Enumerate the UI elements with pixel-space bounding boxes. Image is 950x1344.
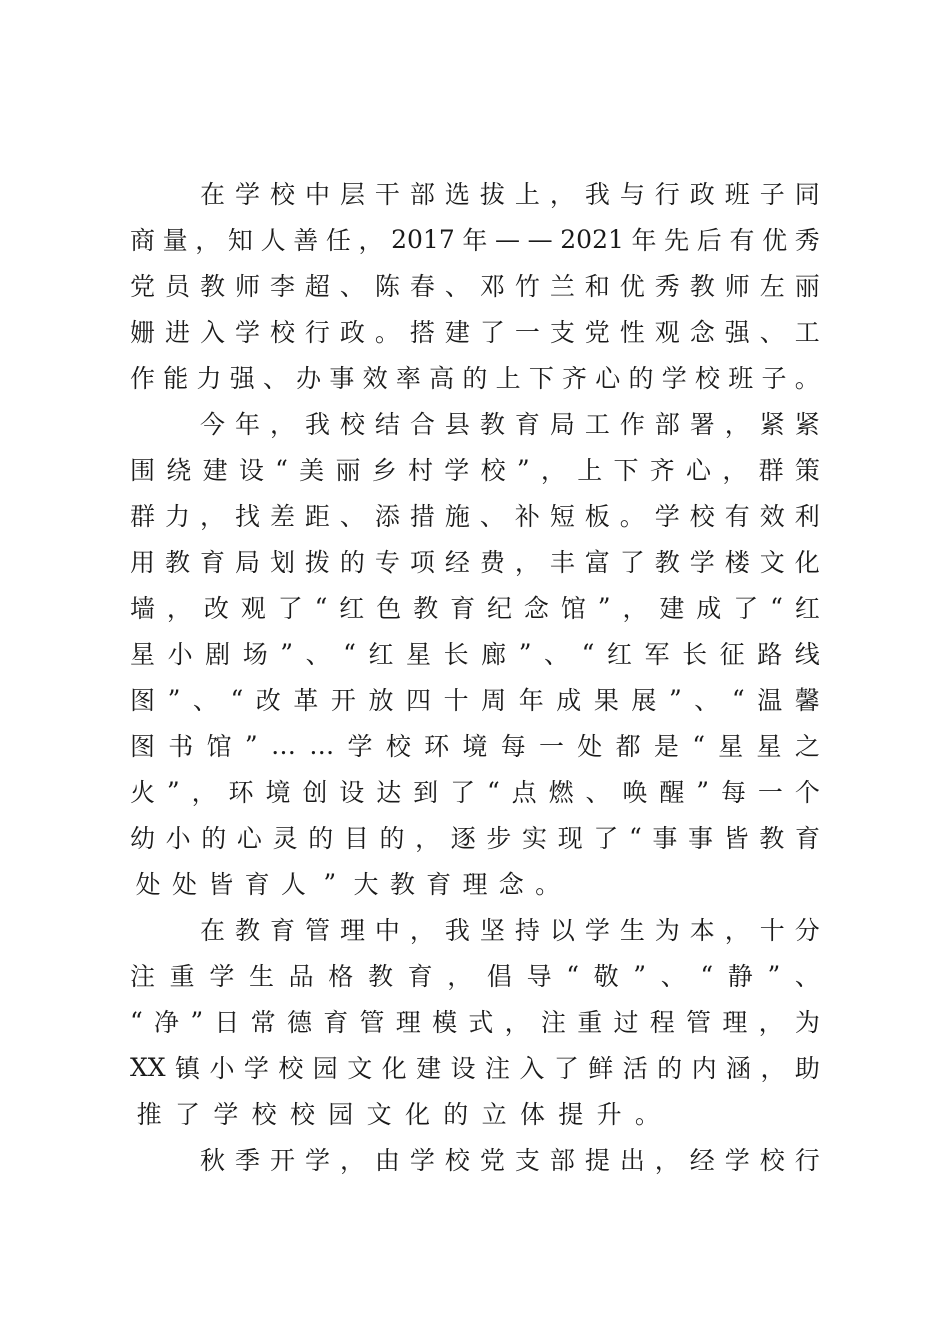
text-line: 群 力 ， 找 差 距 、 添 措 施 、 补 短 板 。 学 校 有 效 利 [130,502,820,531]
text-line: 商 量 ， 知 人 善 任 ， 2017 年 — — 2021 年 先 后 有 优 秀 [130,224,820,255]
text-line: 图 书 馆 ” … … 学 校 环 境 每 一 处 都 是 “ 星 星 之 [130,730,820,761]
text-line: 作 能 力 强 、 办 事 效 率 高 的 上 下 齐 心 的 学 校 班 子 。 [130,364,820,393]
text-line: XX 镇 小 学 校 园 文 化 建 设 注 入 了 鲜 活 的 内 涵 ， 助 [130,1052,820,1083]
text-line: 推 了 学 校 校 园 文 化 的 立 体 提 升 。 [136,1100,660,1129]
text-line: 处 处 皆 育 人 ” 大 教 育 理 念 。 [135,868,561,899]
text-line: 姗 进 入 学 校 行 政 。 搭 建 了 一 支 党 性 观 念 强 、 工 [130,318,820,347]
text-line: 在 学 校 中 层 干 部 选 拔 上 ， 我 与 行 政 班 子 同 [200,180,820,209]
text-line: “ 净 ” 日 常 德 育 管 理 模 式 ， 注 重 过 程 管 理 ， 为 [130,1006,820,1037]
text-line: 火 ” ， 环 境 创 设 达 到 了 “ 点 燃 、 唤 醒 ” 每 一 个 [130,776,820,807]
text-line: 图 ” 、 “ 改 革 开 放 四 十 周 年 成 果 展 ” 、 “ 温 馨 [130,684,820,715]
text-line: 幼 小 的 心 灵 的 目 的 ， 逐 步 实 现 了 “ 事 事 皆 教 育 [130,822,820,853]
text-line: 围 绕 建 设 “ 美 丽 乡 村 学 校 ” ， 上 下 齐 心 ， 群 策 [130,454,820,485]
text-line: 星 小 剧 场 ” 、 “ 红 星 长 廊 ” 、 “ 红 军 长 征 路 线 [130,638,820,669]
text-line: 用 教 育 局 划 拨 的 专 项 经 费 ， 丰 富 了 教 学 楼 文 化 [130,548,820,577]
text-line: 墙 ， 改 观 了 “ 红 色 教 育 纪 念 馆 ” ， 建 成 了 “ 红 [130,592,820,623]
text-line: 在 教 育 管 理 中 ， 我 坚 持 以 学 生 为 本 ， 十 分 [200,916,820,945]
text-line: 今 年 ， 我 校 结 合 县 教 育 局 工 作 部 署 ， 紧 紧 [200,410,820,439]
text-line: 注 重 学 生 品 格 教 育 ， 倡 导 “ 敬 ” 、 “ 静 ” 、 [130,960,820,991]
body-text [130,170,820,1182]
text-line: 秋 季 开 学 ， 由 学 校 党 支 部 提 出 ， 经 学 校 行 [200,1146,820,1175]
text-line: 党 员 教 师 李 超 、 陈 春 、 邓 竹 兰 和 优 秀 教 师 左 丽 [130,272,820,301]
